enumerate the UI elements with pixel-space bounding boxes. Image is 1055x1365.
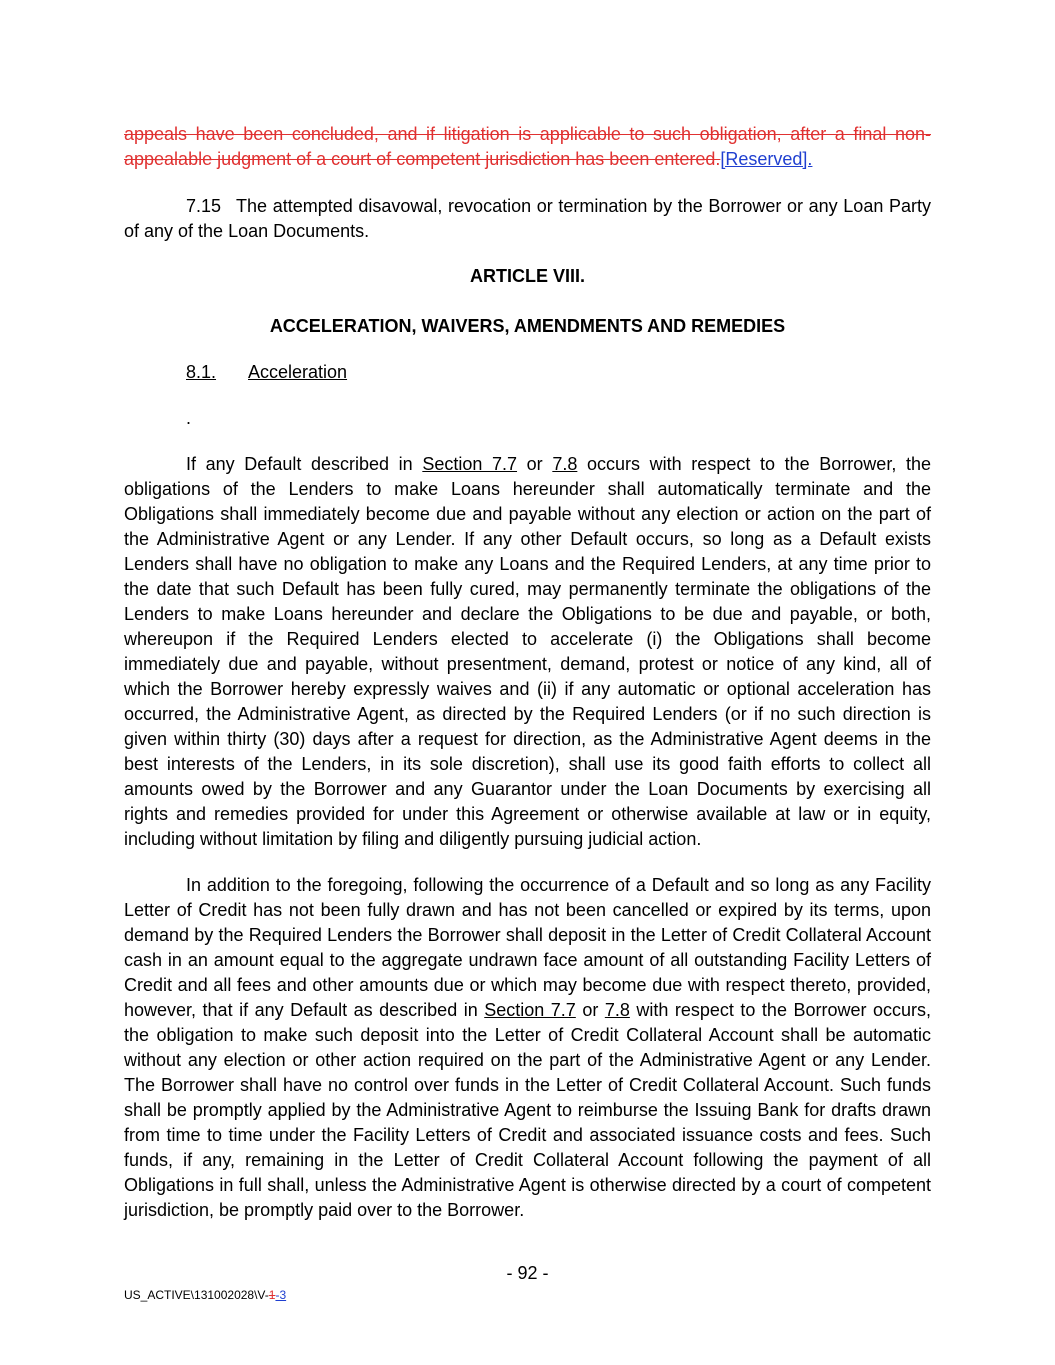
section-8-1-title: Acceleration	[248, 362, 348, 382]
section-7-8-reference: 7.8	[604, 1000, 630, 1020]
inserted-text: [Reserved].	[720, 149, 813, 169]
doc-id-inserted: -3	[275, 1288, 287, 1302]
section-7-7-reference: Section 7.7	[422, 454, 518, 474]
section-7-8-reference: 7.8	[552, 454, 578, 474]
section-7-15-text: The attempted disavowal, revocation or termination by the Borrower or any Loan Party of any of the Loan Documents.	[124, 196, 931, 241]
para1-rest: occurs with respect to the Borrower, the obligations of the Lenders to make Loans hereunder shall automatically terminate and the Obligations shall immediately become due and payable without any election or action on the part of the Administrative Agent or any Lender. If any other Default occurs, so long as a Default exists Lenders shall have no obligation to make any Loans and the Required Lenders, at any time prior to the date that such Default has been fully cured, may permanently terminate the obligations of the Lenders to make Loans hereunder and declare the Obligations to be due and payable, or both, whereupon if the Required Lenders elected to accelerate (i) the Obligations shall become immediately due and payable, without presentment, demand, protest or notice of any kind, all of which the Borrower hereby expressly waives and (ii) if any automatic or optional acceleration has occurred, the Administrative Agent, as directed by the Required Lenders (or if no such direction is given within thirty (30) days after a request for direction, as the Administrative Agent deems in the best interests of the Lenders, in its sole discretion), shall use its good faith efforts to collect all amounts owed by the Borrower and any Guarantor under the Loan Documents by exercising all rights and remedies provided for under this Agreement or otherwise available at law or in equity, including without limitation by filing and diligently pursuing judicial action.	[124, 454, 931, 849]
para2-rest: with respect to the Borrower occurs, the obligation to make such deposit into the Letter of Credit Collateral Account shall be automatic without any election or other action required on the part of the Administrative Agent or any Lender. The Borrower shall have no control over funds in the Letter of Credit Collateral Account. Such funds shall be promptly applied by the Administrative Agent to reimburse the Issuing Bank for drafts drawn from time to time under the Facility Letters of Credit and associated issuance costs and fees. Such funds, if any, remaining in the Letter of Credit Collateral Account following the payment of all Obligations in full shall, unless the Administrative Agent is otherwise directed by a court of competent jurisdiction, be promptly paid over to the Borrower.	[124, 1000, 931, 1220]
para1-or: or	[517, 454, 553, 474]
document-id	[124, 1287, 286, 1303]
doc-id-prefix: US_ACTIVE\131002028\V-	[124, 1288, 269, 1302]
para2-lead: In addition to the foregoing, following the occurrence of a Default and so long as any Facility Letter of Credit has not been fully drawn and has not been cancelled or expired by its terms, upon demand by the Required Lenders the Borrower shall deposit in the Letter of Credit Collateral Account cash in an amount equal to the aggregate undrawn face amount of all outstanding Facility Letters of Credit and all fees and other amounts due or which may become due with respect thereto, provided, however, that if any Default as described in	[124, 875, 931, 1020]
para2-or: or	[575, 1000, 605, 1020]
collateral-paragraph	[124, 873, 931, 1223]
section-8-1-number: 8.1.	[186, 362, 217, 382]
section-7-7-reference: Section 7.7	[484, 1000, 576, 1020]
doc-id-deleted: 1	[268, 1288, 276, 1302]
reserved-fragment	[124, 122, 931, 172]
article-title: ACCELERATION, WAIVERS, AMENDMENTS AND REMEDIES	[269, 316, 786, 336]
stray-period: .	[186, 408, 192, 428]
page-number: - 92 -	[506, 1263, 549, 1283]
acceleration-paragraph	[124, 452, 931, 852]
section-7-15	[124, 194, 931, 244]
article-label: ARTICLE VIII.	[469, 266, 585, 286]
deleted-text: appeals have been concluded, and if litigation is applicable to such obligation, after a final non-appealable judgment of a court of competent jurisdiction has been entered.	[124, 124, 931, 169]
section-7-15-number: 7.15	[186, 196, 222, 216]
para1-lead: If any Default described in	[186, 454, 423, 474]
